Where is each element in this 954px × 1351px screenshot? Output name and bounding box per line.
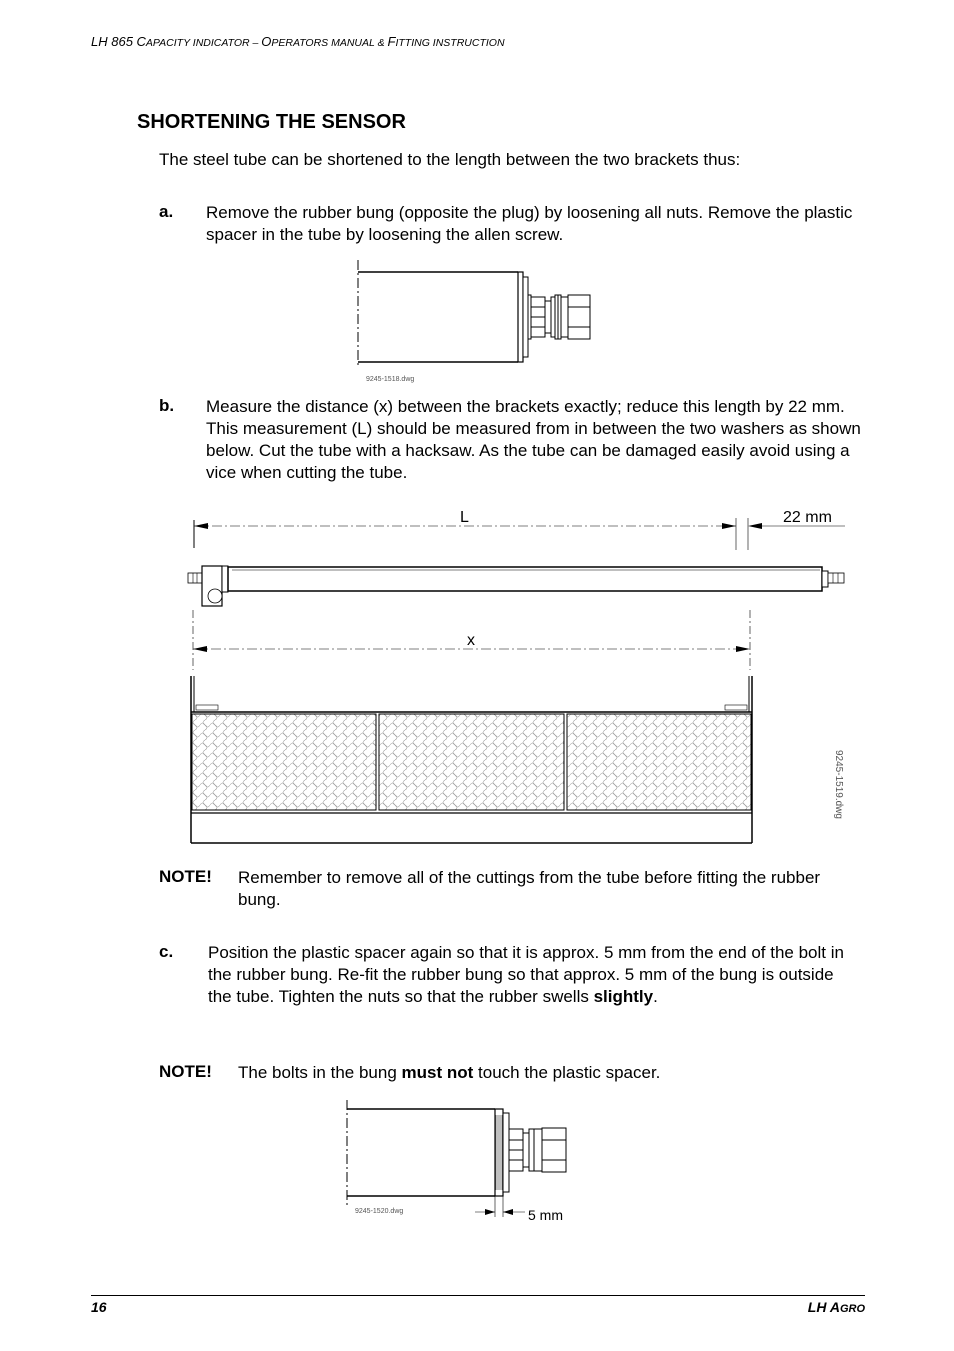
note-2-text: The bolts in the bung must not touch the plastic spacer. [238, 1063, 661, 1082]
step-b-label: b. [159, 396, 175, 415]
intro-paragraph: The steel tube can be shortened to the length between the two brackets thus: [159, 150, 741, 169]
step-a-label: a. [159, 202, 174, 221]
note-1-text: Remember to remove all of the cuttings from the tube before fitting the rubber bung. [238, 868, 821, 909]
figure-1-caption: 9245-1518.dwg [366, 376, 415, 383]
step-c-text: Position the plastic spacer again so that it is approx. 5 mm from the end of the bolt in the rubber bung. Re-fit the rubber bung so that approx. 5 mm of the bung is outside the tube. Tighten the nuts so that the rubber swells slightly. [208, 943, 844, 1006]
dim-label-x: x [467, 632, 475, 649]
step-a-text: Remove the rubber bung (opposite the plug) by loosening all nuts. Remove the plastic spacer in the tube by loosening the allen screw. [206, 203, 853, 244]
dim-label-5mm: 5 mm [528, 1207, 563, 1223]
note-1-label: NOTE! [159, 867, 212, 886]
note-2-label: NOTE! [159, 1062, 212, 1081]
step-c-label: c. [159, 942, 174, 961]
figure-bung-refitted [335, 1095, 595, 1230]
figure-bung-removed [340, 255, 610, 390]
step-b-text: Measure the distance (x) between the brackets exactly; reduce this length by 22 mm. This measurement (L) should be measured from in between the two washers as shown below. Cut the tube with a hacksaw. As the tube can be damaged easily avoid using a vice when cutting the tube. [206, 397, 861, 482]
footer-rule [91, 1295, 865, 1296]
figure-3-caption: 9245-1520.dwg [355, 1208, 404, 1215]
footer-brand: LH AGRO [807, 1299, 865, 1315]
page-number: 16 [91, 1299, 107, 1315]
dim-label-22mm: 22 mm [783, 509, 832, 526]
running-header: LH 865 CAPACITY INDICATOR – OPERATORS MANUAL & FITTING INSTRUCTION [91, 34, 505, 49]
dim-label-L: L [460, 509, 469, 526]
figure-measure-tube [180, 500, 860, 850]
section-title: SHORTENING THE SENSOR [137, 111, 406, 133]
figure-2-caption: 9245-1519.dwg [833, 750, 844, 819]
